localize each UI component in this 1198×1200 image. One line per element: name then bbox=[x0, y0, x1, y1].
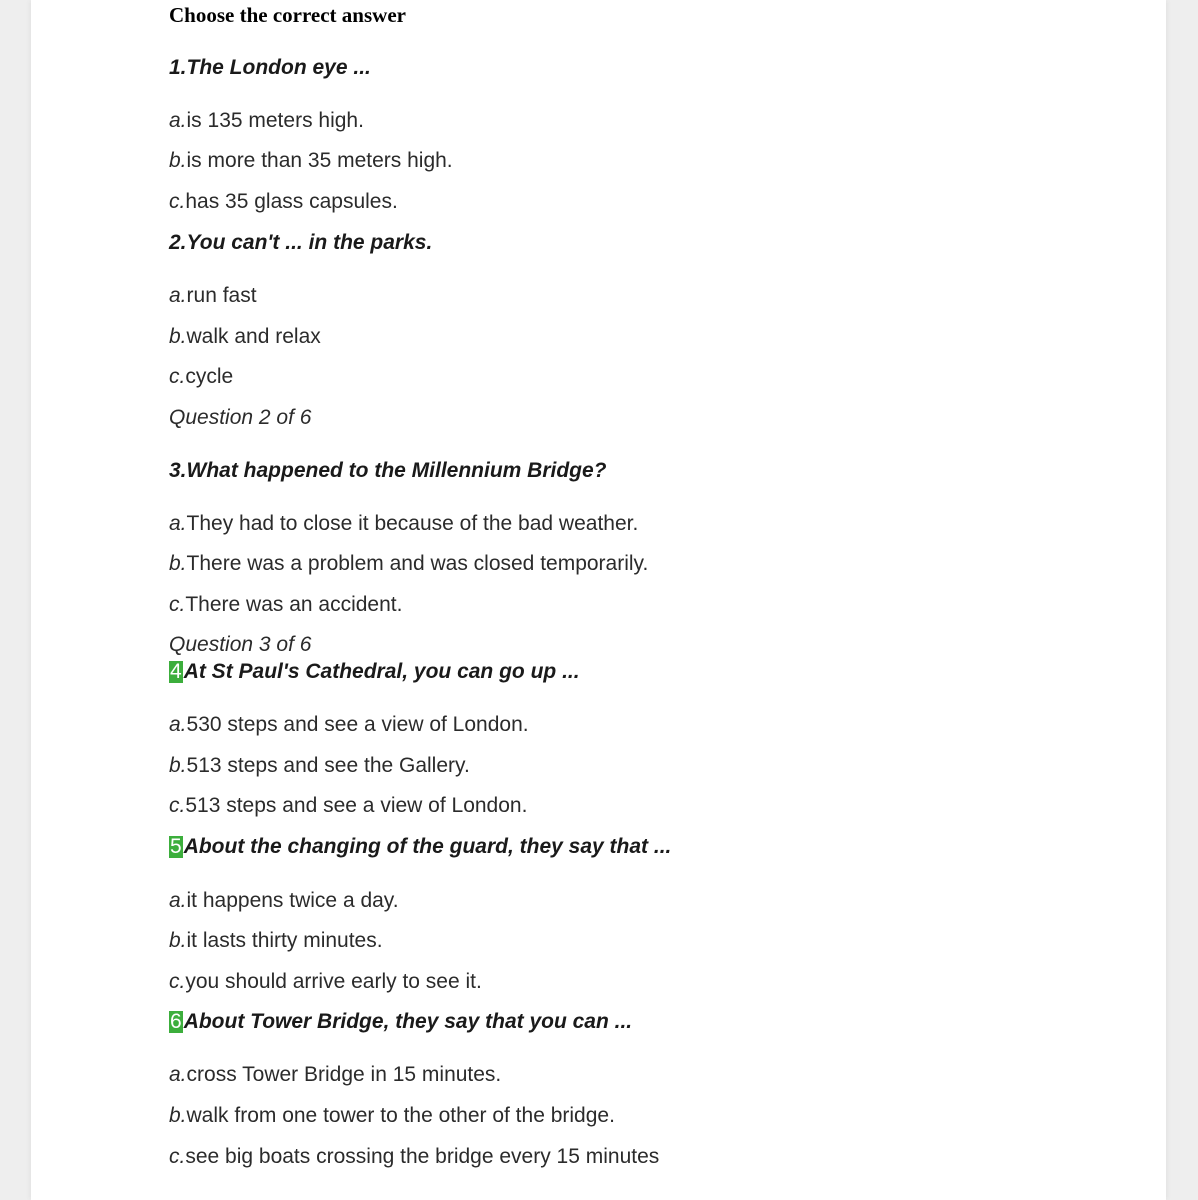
question-1-title bbox=[169, 56, 371, 80]
question-4-number-highlight: 4 bbox=[170, 660, 182, 683]
question-progress-3: Question 3 of 6 bbox=[169, 633, 312, 656]
question-3-number: 3. bbox=[169, 459, 187, 482]
question-2-title bbox=[169, 231, 432, 255]
question-1-option-b[interactable]: b.is more than 35 meters high. bbox=[169, 149, 453, 172]
question-6-option-a[interactable]: a.cross Tower Bridge in 15 minutes. bbox=[169, 1063, 502, 1086]
question-1-text: The London eye ... bbox=[186, 56, 371, 79]
question-3-option-a[interactable]: a.They had to close it because of the bad weather. bbox=[169, 512, 639, 535]
question-5-number-highlight: 5 bbox=[170, 835, 182, 858]
question-4-option-a[interactable]: a.530 steps and see a view of London. bbox=[169, 713, 529, 736]
question-5-title bbox=[169, 835, 671, 859]
question-6-text: About Tower Bridge, they say that you can ... bbox=[183, 1010, 633, 1033]
question-4-text: At St Paul's Cathedral, you can go up ... bbox=[183, 660, 580, 683]
question-1-option-a[interactable]: a.is 135 meters high. bbox=[169, 109, 364, 132]
question-6-option-b[interactable]: b.walk from one tower to the other of the bridge. bbox=[169, 1104, 615, 1127]
question-3-title bbox=[169, 459, 607, 483]
question-2-number: 2. bbox=[169, 231, 187, 254]
question-1-option-c[interactable]: c.has 35 glass capsules. bbox=[169, 190, 398, 213]
question-5-option-c[interactable]: c.you should arrive early to see it. bbox=[169, 970, 482, 993]
question-1-number: 1. bbox=[169, 56, 187, 79]
question-2-text: You can't ... in the parks. bbox=[186, 231, 433, 254]
question-2-option-c[interactable]: c.cycle bbox=[169, 365, 234, 388]
page-heading: Choose the correct answer bbox=[169, 3, 406, 27]
question-3-option-c[interactable]: c.There was an accident. bbox=[169, 593, 403, 616]
question-4-option-b[interactable]: b.513 steps and see the Gallery. bbox=[169, 754, 470, 777]
question-4-title bbox=[169, 660, 580, 684]
question-3-option-b[interactable]: b.There was a problem and was closed temporarily. bbox=[169, 552, 649, 575]
question-6-title bbox=[169, 1010, 632, 1034]
question-2-option-b[interactable]: b.walk and relax bbox=[169, 325, 321, 348]
question-3-text: What happened to the Millennium Bridge? bbox=[186, 459, 607, 482]
question-5-text: About the changing of the guard, they say that ... bbox=[183, 835, 672, 858]
document-page bbox=[31, 0, 1166, 1200]
question-4-option-c[interactable]: c.513 steps and see a view of London. bbox=[169, 794, 528, 817]
question-2-option-a[interactable]: a.run fast bbox=[169, 284, 257, 307]
question-progress-2: Question 2 of 6 bbox=[169, 406, 312, 429]
question-5-option-b[interactable]: b.it lasts thirty minutes. bbox=[169, 929, 383, 952]
question-5-option-a[interactable]: a.it happens twice a day. bbox=[169, 889, 399, 912]
question-6-option-c[interactable]: c.see big boats crossing the bridge every 15 minutes bbox=[169, 1145, 660, 1168]
question-6-number-highlight: 6 bbox=[170, 1010, 182, 1033]
